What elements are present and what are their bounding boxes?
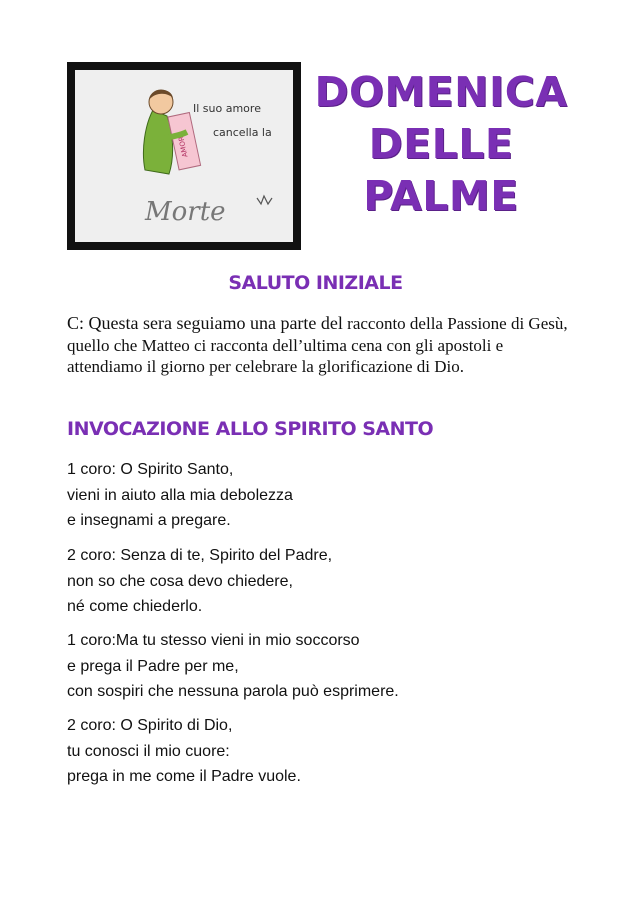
stanza-line: vieni in aiuto alla mia debolezza [67, 486, 293, 504]
stanza-line: prega in me come il Padre vuole. [67, 768, 301, 785]
card-label: AMORE [176, 131, 190, 158]
child-hugging-card-illustration [75, 70, 293, 242]
stanza-line: tu conosci il mio cuore: [67, 742, 230, 760]
saluto-body: racconto della Passione di Gesù, quello che Matteo ci racconta dell’ultima cena con gli apostoli e attendiamo il giorno per celebrare la glorificazione di Dio. [67, 314, 568, 376]
stanza-line: né come chiederlo. [67, 598, 203, 615]
handwriting-line-2: cancella la [213, 126, 272, 139]
handwriting-morte: Morte [145, 197, 226, 227]
title-line-2: DELLE [368, 120, 514, 168]
stanza-line: non so che cosa devo chiedere, [67, 572, 293, 590]
invocazione-heading: INVOCAZIONE ALLO SPIRITO SANTO [67, 418, 434, 440]
handwriting-line-1: Il suo amore [193, 102, 261, 115]
stanza-line: 2 coro: Senza di te, Spirito del Padre, [67, 547, 333, 564]
page-title [306, 66, 576, 222]
stanza-line: e insegnami a pregare. [67, 512, 231, 529]
stanza-2 [67, 543, 567, 620]
saluto-heading: SALUTO INIZIALE [228, 272, 403, 294]
stanza-1 [67, 457, 567, 534]
saluto-lead: C: Questa sera seguiamo una parte del [67, 313, 343, 333]
stanza-line: con sospiri che nessuna parola può esprimere. [67, 683, 399, 700]
stanza-line: 1 coro:Ma tu stesso vieni in mio soccorso [67, 632, 360, 649]
title-line-3: PALME [363, 172, 519, 220]
saluto-paragraph [67, 313, 577, 378]
title-line-1: DOMENICA [314, 68, 568, 116]
stanza-line: e prega il Padre per me, [67, 657, 239, 675]
stanza-line: 1 coro: O Spirito Santo, [67, 461, 234, 478]
stanza-4 [67, 713, 567, 790]
stanza-3 [67, 628, 567, 705]
header-illustration [67, 62, 301, 250]
stanza-line: 2 coro: O Spirito di Dio, [67, 717, 233, 734]
